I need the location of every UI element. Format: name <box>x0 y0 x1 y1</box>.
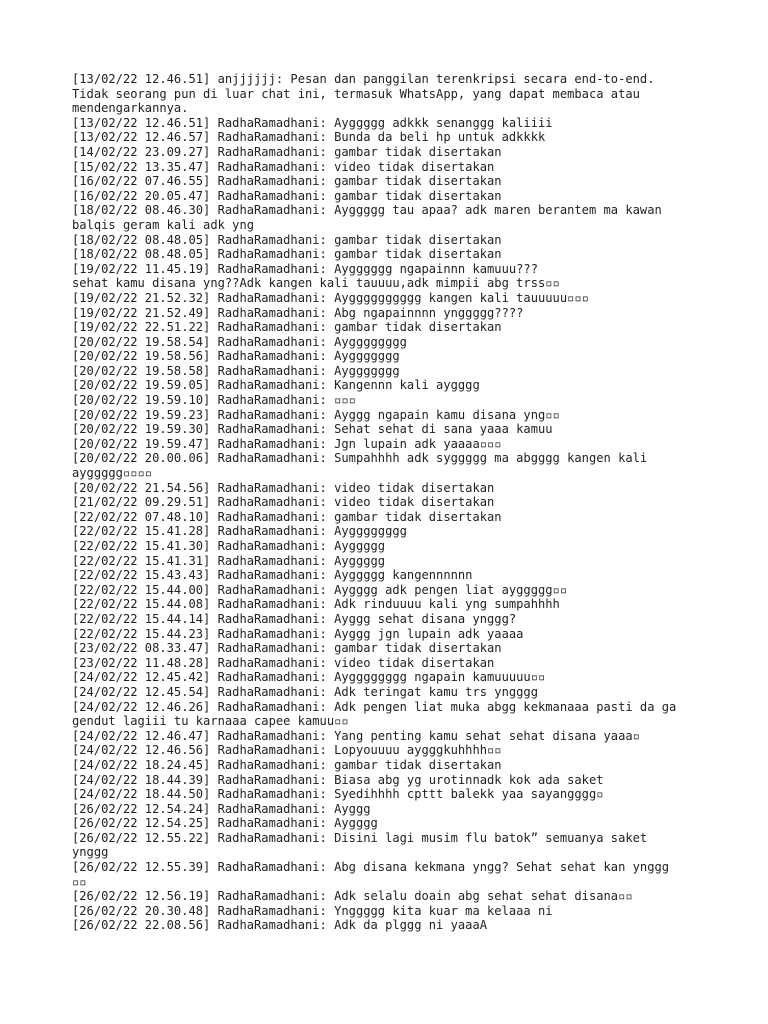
chat-line: [20/02/22 19.59.05] RadhaRamadhani: Kangennn kali aygggg <box>72 378 480 393</box>
chat-line: [26/02/22 12.54.25] RadhaRamadhani: Aygggg <box>72 816 378 831</box>
chat-line: [20/02/22 21.54.56] RadhaRamadhani: video tidak disertakan <box>72 480 495 495</box>
chat-line: sehat kamu disana yng??Adk kangen kali tauuuu,adk mimpii abg trss▫▫ <box>72 276 560 291</box>
chat-line: [23/02/22 11.48.28] RadhaRamadhani: video tidak disertakan <box>72 655 495 670</box>
chat-line: [26/02/22 12.56.19] RadhaRamadhani: Adk selalu doain abg sehat sehat disana▫▫ <box>72 889 633 904</box>
chat-line: [22/02/22 15.44.08] RadhaRamadhani: Adk rinduuuu kali yng sumpahhhh <box>72 597 560 612</box>
chat-line: gendut lagiii tu karnaaa capee kamuu▫▫ <box>72 714 349 729</box>
chat-line: [22/02/22 15.41.31] RadhaRamadhani: Ayggggg <box>72 553 386 568</box>
chat-line: [19/02/22 21.52.49] RadhaRamadhani: Abg ngapainnnn ynggggg???? <box>72 305 524 320</box>
chat-line: [26/02/22 12.55.39] RadhaRamadhani: Abg disana kekmana yngg? Sehat sehat kan ynggg <box>72 860 670 875</box>
chat-line: [26/02/22 12.54.24] RadhaRamadhani: Ayggg <box>72 801 371 816</box>
chat-line: [24/02/22 12.46.26] RadhaRamadhani: Adk pengen liat muka abgg kekmanaaa pasti da ga <box>72 699 677 714</box>
chat-line: [19/02/22 22.51.22] RadhaRamadhani: gambar tidak disertakan <box>72 320 502 335</box>
chat-line: [22/02/22 07.48.10] RadhaRamadhani: gambar tidak disertakan <box>72 509 502 524</box>
chat-line: mendengarkannya. <box>72 101 189 116</box>
chat-line: [13/02/22 12.46.51] RadhaRamadhani: Ayggggg adkkk senanggg kaliiii <box>72 115 553 130</box>
chat-line: [13/02/22 12.46.57] RadhaRamadhani: Bunda da beli hp untuk adkkkk <box>72 130 546 145</box>
chat-line: [24/02/22 12.46.47] RadhaRamadhani: Yang penting kamu sehat sehat disana yaaa▫ <box>72 728 640 743</box>
chat-line: [22/02/22 15.41.30] RadhaRamadhani: Ayggggg <box>72 539 386 553</box>
chat-line: [22/02/22 15.44.00] RadhaRamadhani: Aygggg adk pengen liat ayggggg▫▫ <box>72 582 568 597</box>
chat-line: [15/02/22 13.35.47] RadhaRamadhani: video tidak disertakan <box>72 159 495 174</box>
chat-line: [21/02/22 09.29.51] RadhaRamadhani: video tidak disertakan <box>72 495 495 510</box>
chat-line: [18/02/22 08.46.30] RadhaRamadhani: Ayggggg tau apaa? adk maren berantem ma kawan <box>72 203 662 218</box>
chat-line: [13/02/22 12.46.51] anjjjjjj: Pesan dan panggilan terenkripsi secara end-to-end. <box>72 72 655 86</box>
chat-line: [24/02/22 12.46.56] RadhaRamadhani: Lopyouuuu aygggkuhhhh▫▫ <box>72 743 502 758</box>
chat-line: [24/02/22 12.45.42] RadhaRamadhani: Aygggggggg ngapain kamuuuuu▫▫ <box>72 670 546 685</box>
chat-line: [22/02/22 15.43.43] RadhaRamadhani: Ayggggg kangennnnnn <box>72 568 473 583</box>
chat-line: [26/02/22 12.55.22] RadhaRamadhani: Disini lagi musim flu batok” semuanya saket <box>72 830 648 845</box>
chat-line: [22/02/22 15.44.14] RadhaRamadhani: Ayggg sehat disana ynggg? <box>72 611 517 626</box>
chat-line: [26/02/22 22.08.56] RadhaRamadhani: Adk da plggg ni yaaaA <box>72 918 488 933</box>
chat-line: [22/02/22 15.44.23] RadhaRamadhani: Ayggg jgn lupain adk yaaaa <box>72 626 524 641</box>
chat-line: [14/02/22 23.09.27] RadhaRamadhani: gambar tidak disertakan <box>72 144 502 159</box>
chat-line: [24/02/22 18.44.50] RadhaRamadhani: Syedihhhh cpttt balekk yaa sayangggg▫ <box>72 787 604 802</box>
chat-line: ▫▫ <box>72 874 87 889</box>
chat-line: [18/02/22 08.48.05] RadhaRamadhani: gambar tidak disertakan <box>72 247 502 262</box>
chat-log-text <box>72 72 712 933</box>
chat-line: [24/02/22 18.44.39] RadhaRamadhani: Biasa abg yg urotinnadk kok ada saket <box>72 772 604 787</box>
chat-line: [24/02/22 18.24.45] RadhaRamadhani: gambar tidak disertakan <box>72 757 502 772</box>
chat-line: [16/02/22 20.05.47] RadhaRamadhani: gambar tidak disertakan <box>72 188 502 203</box>
chat-line: [20/02/22 19.59.47] RadhaRamadhani: Jgn lupain adk yaaaa▫▫▫ <box>72 436 502 451</box>
chat-line: [22/02/22 15.41.28] RadhaRamadhani: Aygggggggg <box>72 524 407 539</box>
chat-line: [20/02/22 19.58.56] RadhaRamadhani: Ayggggggg <box>72 349 400 364</box>
chat-line: ynggg <box>72 845 109 860</box>
chat-line: [20/02/22 19.59.30] RadhaRamadhani: Sehat sehat di sana yaaa kamuu <box>72 422 553 437</box>
chat-line: [20/02/22 20.00.06] RadhaRamadhani: Sumpahhhh adk syggggg ma abgggg kangen kali <box>72 451 648 466</box>
chat-line: [18/02/22 08.48.05] RadhaRamadhani: gambar tidak disertakan <box>72 232 502 247</box>
chat-line: [20/02/22 19.58.54] RadhaRamadhani: Aygggggggg <box>72 334 407 349</box>
chat-line: [26/02/22 20.30.48] RadhaRamadhani: Ynggggg kita kuar ma kelaaa ni <box>72 903 553 918</box>
chat-line: ayggggg▫▫▫▫ <box>72 466 153 481</box>
chat-line: [24/02/22 12.45.54] RadhaRamadhani: Adk teringat kamu trs yngggg <box>72 684 538 699</box>
chat-line: [19/02/22 21.52.32] RadhaRamadhani: Aygggggggggg kangen kali tauuuuu▫▫▫ <box>72 290 589 305</box>
chat-line: [20/02/22 19.59.10] RadhaRamadhani: ▫▫▫ <box>72 393 356 408</box>
chat-line: [20/02/22 19.58.58] RadhaRamadhani: Ayggggggg <box>72 363 400 378</box>
chat-line: balqis geram kali adk yng <box>72 217 255 232</box>
chat-line: [20/02/22 19.59.23] RadhaRamadhani: Ayggg ngapain kamu disana yng▫▫ <box>72 407 560 422</box>
chat-line: [23/02/22 08.33.47] RadhaRamadhani: gambar tidak disertakan <box>72 641 502 656</box>
chat-line: [19/02/22 11.45.19] RadhaRamadhani: Aygggggg ngapainnn kamuuu??? <box>72 261 538 276</box>
chat-line: Tidak seorang pun di luar chat ini, termasuk WhatsApp, yang dapat membaca atau <box>72 86 640 101</box>
chat-line: [16/02/22 07.46.55] RadhaRamadhani: gambar tidak disertakan <box>72 174 502 189</box>
